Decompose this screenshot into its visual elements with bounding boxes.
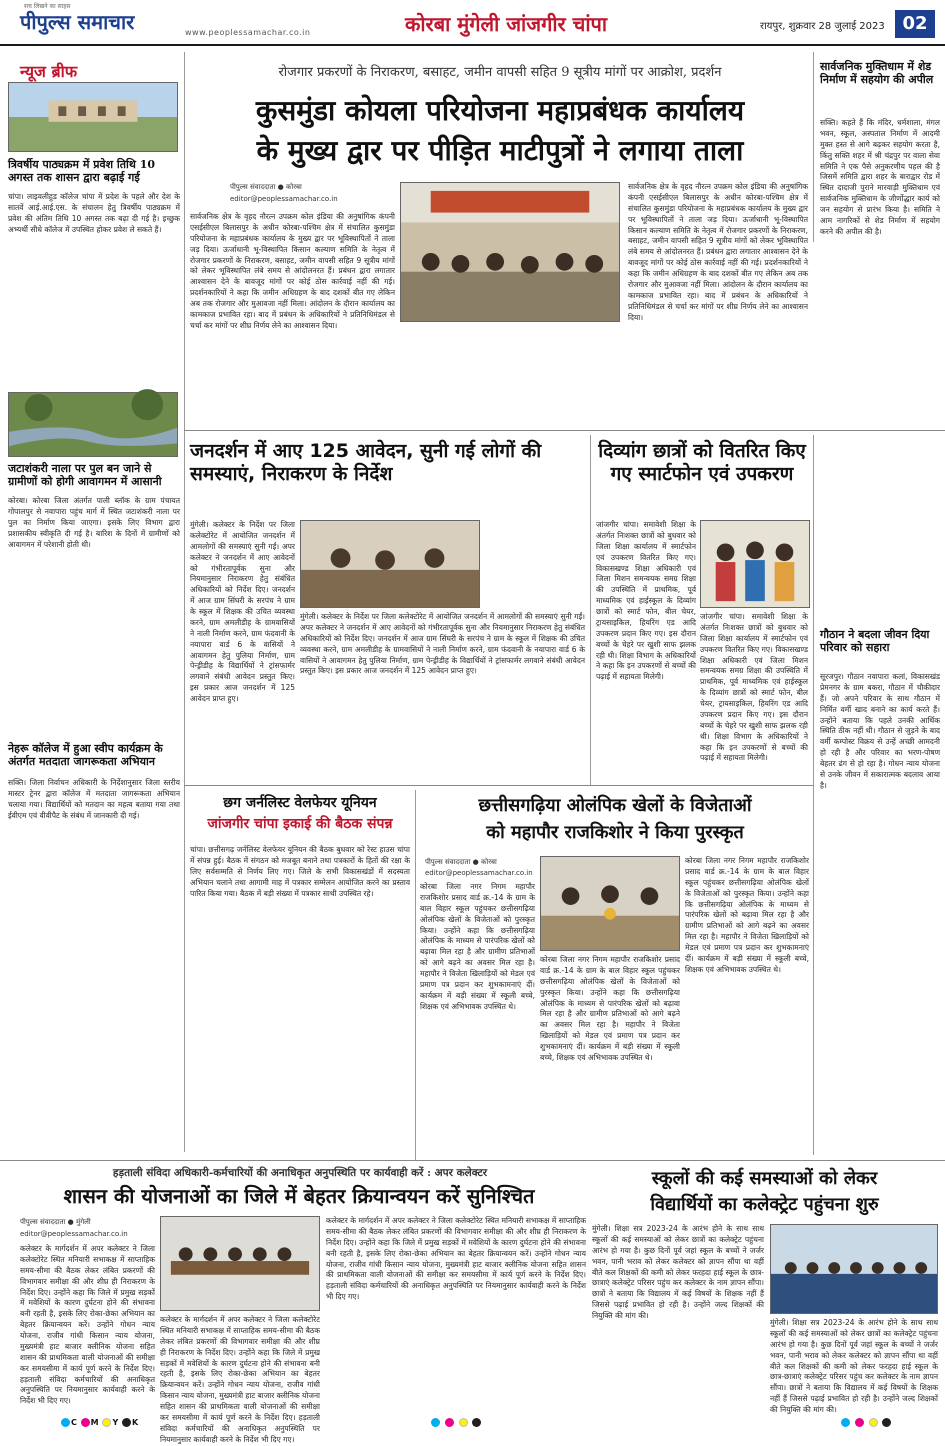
schools-headline-line2[interactable]: विद्यार्थियों का कलेक्ट्रेट पहुंचना शुरु [650, 1194, 879, 1215]
mark-y: Y [112, 1418, 119, 1427]
gauthan-body: सूरजपुर। गौठान नवापारा कलां, विकासखंड प्रेमनगर के ग्राम बकरा, गौठान में चौकीदार हैं। जो अपने परिवार के साथ गौठान में निर्मित वर्मी खाद बनाने का कार्य करते हैं। उन्होंने बताया कि पहले उनकी आर्थिक स्थिति ठीक नहीं थी। गौठान से जुड़ने के बाद वर्मी कम्पोस्ट विक्रय से उन्हें अच्छी आमदनी हो रही है और परिवार का भरण-पोषण बेहतर ढंग से हो रहा है। गोधन न्याय योजना से उनके जीवन में सकारात्मक बदलाव आया है। [820, 672, 940, 790]
gauthan-headline[interactable]: गौठान ने बदला जीवन दिया परिवार को सहारा [820, 628, 930, 655]
lead-kicker: रोजगार प्रकरणों के निराकरण, बसाहट, जमीन वापसी सहित 9 सूत्रीय मांगों पर आक्रोश, प्रदर्शन [278, 65, 722, 80]
lead-photo-protest [400, 182, 620, 322]
cyan-registration-dot [61, 1418, 70, 1427]
jandarshan-body-cont: मुंगेली। कलेक्टर के निर्देश पर जिला कलेक्टोरेट में आयोजित जनदर्शन में आमलोगों की समस्याएं सुनी गईं। अपर कलेक्टर ने जनदर्शन में आए आवेदनों को गंभीरतापूर्वक सुना और नियमानुसार निराकरण हेतु संबंधित अधिकारियों को निर्देश दिए। जनदर्शन में आज ग्राम सिंघरी के सरपंच ने ग्राम के स्कूल में शिक्षक की उचित व्यवस्था करने, ग्राम अमलीडीह के ग्रामवासियों ने नाली निर्माण करने, ग्राम फंदवानी के नयापारा वार्ड 6 के वासियों ने आवागमन हेतु पुलिया निर्माण, ग्राम पेन्ड्रीडीह के विद्यार्थियों ने ट्रांसफार्मर लगवाने संबंधी आवेदन प्रस्तुत किए। इस प्रकार आज जनदर्शन में 125 आवेदन प्राप्त हुए। [300, 612, 585, 676]
journalist-headline-line1[interactable]: छग जर्नलिस्ट वेलफेयर यूनियन [223, 795, 377, 811]
shasan-photo [160, 1216, 320, 1311]
shasan-kicker: हड़ताली संविदा अधिकारी-कर्मचारियों की अनाधिकृत अनुपस्थिति पर कार्यवाही करें : अपर कलेक्टर [112, 1167, 488, 1179]
divyang-body-cont: जांजगीर चांपा। समावेशी शिक्षा के अंतर्गत निःशक्त छात्रों को बुधवार को जिला शिक्षा कार्यालय में स्मार्टफोन एवं उपकरण वितरित किए गए। विकासखण्ड शिक्षा अधिकारी एवं जिला मिशन समन्वयक समग्र शिक्षा की उपस्थिति में प्राथमिक, पूर्व माध्यमिक एवं हाईस्कूल के दिव्यांग छात्रों को स्मार्ट फोन, बील चेयर, ट्रायसाइकिल, हियरिंग एड आदि उपकरण प्रदान किए गए। इस दौरान बच्चों के चेहरे पर खुशी साफ झलक रही थी। शिक्षा विभाग के अधिकारियों ने कहा कि इन उपकरणों से बच्चों की पढ़ाई में सहायता मिलेगी। [700, 612, 808, 763]
lead-body-cont: सार्वजनिक क्षेत्र के वृहद नौरत्न उपक्रम कोल इंडिया की अनुषांगिक कंपनी एसईसीएल बिलासपुर के अधीन कोरबा-पश्चिम क्षेत्र में संचालित कुसमुंडा परियोजना के महाप्रबंधक कार्यालय के मुख्य द्वार पर भूविस्थापितों ने ताला जड़ दिया। ऊर्जाधानी भू-विस्थापित किसान कल्याण समिति के नेतृत्व में रोजगार प्रकरणों के निराकरण, बसाहट, जमीन वापसी सहित 9 सूत्रीय मांगों को लेकर भूविस्थापित लंबे समय से आंदोलनरत हैं। प्रबंधन द्वारा लगातार आश्वासन देने के बावजूद मांगों पर कोई ठोस कार्रवाई नहीं की गई। प्रदर्शनकारियों ने कहा कि जमीन अधिग्रहण के बाद दशकों बीत गए लेकिन अब तक रोजगार और मुआवजा नहीं मिला। आंदोलन के दौरान कार्यालय का कामकाज प्रभावित रहा। बाद में प्रबंधन के अधिकारियों ने प्रतिनिधिमंडल से चर्चा कर मांगों पर शीघ्र निर्णय लेने का आश्वासन दिया। [628, 182, 808, 322]
olympic-body-cont2: कोरबा जिला नगर निगम महापौर राजकिशोर प्रसाद वार्ड क्र.-14 के ग्राम के बाल विहार स्कूल पहुंचकर छत्तीसगढ़िया ओलंपिक खेलों के विजेताओं को पुरस्कृत किया। उन्होंने कहा कि छत्तीसगढ़िया ओलंपिक के माध्यम से पारंपरिक खेलों को बढ़ावा मिल रहा है और ग्रामीण प्रतिभाओं को आगे बढ़ने का अवसर मिल रहा है। महापौर ने विजेता खिलाड़ियों को मेडल एवं प्रमाण पत्र प्रदान कर शुभकामनाएं दीं। कार्यक्रम में बड़ी संख्या में स्कूली बच्चे, शिक्षक एवं अभिभावक उपस्थित थे। [685, 856, 809, 974]
column-rule [590, 435, 591, 785]
section-divider [184, 785, 813, 786]
journalist-body: चांपा। छत्तीसगढ़ जर्नलिस्ट वेलफेयर यूनियन की बैठक बुधवार को रेस्ट हाउस चांपा में संपन्न हुई। बैठक में संगठन को मजबूत बनाने तथा पत्रकारों के हितों की रक्षा के लिए सर्वसम्मति से निर्णय लिए गए। जिले के सभी विकासखंडों में सदस्यता अभियान चलाने तथा आगामी माह में पत्रकार सम्मेलन आयोजित करने का प्रस्ताव पारित किया गया। बैठक में बड़ी संख्या में पत्रकार साथी उपस्थित रहे। [190, 845, 410, 898]
lead-headline-line2[interactable]: के मुख्य द्वार पर पीड़ित माटीपुत्रों ने लगाया ताला [256, 134, 744, 167]
olympic-body: कोरबा जिला नगर निगम महापौर राजकिशोर प्रसाद वार्ड क्र.-14 के ग्राम के बाल विहार स्कूल पहुंचकर छत्तीसगढ़िया ओलंपिक खेलों के विजेताओं को पुरस्कृत किया। उन्होंने कहा कि छत्तीसगढ़िया ओलंपिक के माध्यम से पारंपरिक खेलों को बढ़ावा मिल रहा है और ग्रामीण प्रतिभाओं को आगे बढ़ने का अवसर मिल रहा है। महापौर ने विजेता खिलाड़ियों को मेडल एवं प्रमाण पत्र प्रदान कर शुभकामनाएं दीं। कार्यक्रम में बड़ी संख्या में स्कूली बच्चे, शिक्षक एवं अभिभावक उपस्थित थे। [420, 882, 535, 1011]
brief-headline-2[interactable]: जटाशंकरी नाला पर पुल बन जाने से ग्रामीणों को होगी आवागमन में आसानी [8, 462, 162, 489]
column-rule [184, 52, 185, 1152]
brief-photo-campus [8, 82, 178, 152]
schools-body-cont: मुंगेली। शिक्षा सत्र 2023-24 के आरंभ होने के साथ साथ स्कूलों की कई समस्याओं को लेकर छात्रों का कलेक्ट्रेट पहुंचना आरंभ हो गया है। कुछ दिनों पूर्व जहां स्कूल के बच्चों ने जर्जर भवन, पानी भराव को लेकर कलेक्टर को ज्ञापन सौंपा था वहीं बीते कल शिक्षकों की कमी को लेकर फरहदा हाई स्कूल के छात्र-छात्राएं कलेक्ट्रेट परिसर पहुंच कर कलेक्टर के नाम ज्ञापन सौंपा। छात्रों ने बताया कि विद्यालय में कई विषयों के शिक्षक नहीं हैं जिससे पढ़ाई प्रभावित हो रही है। उन्होंने जल्द शिक्षकों की नियुक्ति की मांग की। [770, 1318, 938, 1414]
shasan-headline[interactable]: शासन की योजनाओं का जिले में बेहतर क्रियान्वयन करें सुनिश्चित [63, 1184, 535, 1208]
column-rule [813, 52, 814, 242]
yellow-registration-dot [459, 1418, 468, 1427]
divyang-body: जांजगीर चांपा। समावेशी शिक्षा के अंतर्गत निःशक्त छात्रों को बुधवार को जिला शिक्षा कार्यालय में स्मार्टफोन एवं उपकरण वितरित किए गए। विकासखण्ड शिक्षा अधिकारी एवं जिला मिशन समन्वयक समग्र शिक्षा की उपस्थिति में प्राथमिक, पूर्व माध्यमिक एवं हाईस्कूल के दिव्यांग छात्रों को स्मार्ट फोन, बील चेयर, ट्रायसाइकिल, हियरिंग एड आदि उपकरण प्रदान किए गए। इस दौरान बच्चों के चेहरे पर खुशी साफ झलक रही थी। शिक्षा विभाग के अधिकारियों ने कहा कि इन उपकरणों से बच्चों की पढ़ाई में सहायता मिलेगी। [596, 520, 696, 682]
yellow-registration-dot [102, 1418, 111, 1427]
journalist-headline-line2[interactable]: जांजगीर चांपा इकाई की बैठक संपन्न [207, 816, 393, 832]
brief-body-3: सक्ति। जिला निर्वाचन अधिकारी के निर्देशानुसार जिला स्तरीय मास्टर ट्रेनर द्वारा कॉलेज में मतदाता जागरूकता अभियान चलाया गया। विद्यार्थियों को मतदान का महत्व बताया गया तथा ईवीएम एवं वीवीपैट के संबंध में जानकारी दी गई। [8, 778, 180, 820]
olympic-email[interactable]: editor@peoplessamachar.co.in [425, 869, 533, 877]
olympic-headline-line1[interactable]: छत्तीसगढ़िया ओलंपिक खेलों के विजेताओं [478, 795, 752, 816]
shed-headline[interactable]: सार्वजनिक मुक्तिधाम में शेड निर्माण में सहयोग की अपील [820, 60, 934, 87]
shed-body: सक्ति। कहते हैं कि मंदिर, धर्मशाला, मंगल भवन, स्कूल, अस्पताल निर्माण में आदमी मुक्त हस्त से आगे बढ़कर सहयोग करता है, किंतु सक्ति शहर में श्री चंद्रपुर पर वाला सेवा समिति ने एक पैसे अनुकरणीय पहल की है जिसमें समिति द्वारा शहर के बाराद्वार रोड में स्थित दादाजी पुराने मारवाड़ी मुक्तिधाम एवं सार्वजनिक मुक्तिधाम के जीर्णोद्धार कार्य को जन सहयोग से प्रारंभ किया है। समिति ने आम नागरिकों से शेड निर्माण में सहयोग करने की अपील की है। [820, 118, 940, 236]
brief-headline-3[interactable]: नेहरू कॉलेज में हुआ स्वीप कार्यक्रम के अंतर्गत मतदाता जागरूकता अभियान [8, 742, 163, 769]
schools-headline-line1[interactable]: स्कूलों की कई समस्याओं को लेकर [651, 1168, 878, 1189]
shasan-body-cont: कलेक्टर के मार्गदर्शन में अपर कलेक्टर ने जिला कलेक्टोरेट स्थित मनियारी सभाकक्ष में साप्ताहिक समय-सीमा की बैठक लेकर लंबित प्रकरणों की विभागवार समीक्षा की और शीघ्र ही निराकरण के निर्देश दिए। उन्होंने कहा कि जिले में प्रमुख सड़कों में मवेशियों के कारण दुर्घटना होने की संभावना बनी रहती है, इसके लिए रोका-छेका अभियान का बेहतर क्रियान्वयन करें। उन्होंने गोधन न्याय योजना, राजीव गांधी किसान न्याय योजना, मुख्यमंत्री हाट बाजार क्लीनिक योजना सहित शासन की प्राथमिकता वाली योजनाओं की समीक्षा कर समयसीमा में कार्य पूर्ण करने के निर्देश दिए। हड़ताली संविदा कर्मचारियों की अनाधिकृत अनुपस्थिति पर नियमानुसार कार्यवाही करने के निर्देश भी दिए गए। [160, 1315, 321, 1444]
mark-m: M [90, 1418, 99, 1427]
jandarshan-body: मुंगेली। कलेक्टर के निर्देश पर जिला कलेक्टोरेट में आयोजित जनदर्शन में आमलोगों की समस्याएं सुनी गईं। अपर कलेक्टर ने जनदर्शन में आए आवेदनों को गंभीरतापूर्वक सुना और नियमानुसार निराकरण हेतु संबंधित अधिकारियों को निर्देश दिए। जनदर्शन में आज ग्राम सिंघरी के सरपंच ने ग्राम के स्कूल में शिक्षक की उचित व्यवस्था करने, ग्राम अमलीडीह के ग्रामवासियों ने नाली निर्माण करने, ग्राम फंदवानी के नयापारा वार्ड 6 के वासियों ने आवागमन हेतु पुलिया निर्माण, ग्राम पेन्ड्रीडीह के विद्यार्थियों ने ट्रांसफार्मर लगवाने संबंधी आवेदन प्रस्तुत किए। इस प्रकार आज जनदर्शन में 125 आवेदन प्राप्त हुए। [190, 520, 295, 703]
brief-body-2: कोरबा। कोरबा जिला अंतर्गत पाली ब्लॉक के ग्राम पंचायत गोपालपुर से नवापारा पहुंच मार्ग में स्थित जटाशंकरी नाला पर पुल का निर्माण किया जाएगा। इसके लिए विभाग द्वारा प्रशासकीय स्वीकृति दी गई है। बारिश के दिनों में ग्रामीणों को आवागमन में परेशानी होती थी। [8, 496, 180, 549]
shasan-byline: पीपुल्स संवाददाता ● मुंगेली [20, 1218, 91, 1226]
cyan-registration-dot [841, 1418, 850, 1427]
print-mark-bottom-right [840, 1418, 892, 1427]
brand-tagline: सच लिखने का साहस [24, 3, 71, 10]
mark-k: K [132, 1418, 139, 1427]
lead-headline-line1[interactable]: कुसमुंडा कोयला परियोजना महाप्रबंधक कार्यालय [255, 94, 745, 127]
jandarshan-headline[interactable]: जनदर्शन में आए 125 आवेदन, सुनी गई लोगों की समस्याएं, निराकरण के निर्देश [190, 440, 542, 485]
brief-headline-1[interactable]: त्रिवर्षीय पाठ्यक्रम में प्रवेश तिथि 10 अगस्त तक शासन द्वारा बढ़ाई गई [8, 158, 156, 185]
brief-photo-stream [8, 392, 178, 457]
divyang-headline[interactable]: दिव्यांग छात्रों को वितरित किए गए स्मार्टफोन एवं उपकरण [598, 440, 806, 485]
news-brief-label: न्यूज ब्रीफ [20, 62, 78, 81]
jandarshan-photo [300, 520, 480, 608]
column-rule [813, 435, 814, 1155]
brief-body-1: चांपा। लाइवलीहुड कॉलेज चांपा में प्रदेश के पहले और देश के सातवें आई.आई.एस. के संचालन हेतु त्रिवर्षीय पाठ्यक्रम में प्रवेश की अंतिम तिथि 10 अगस्त तक बढ़ा दी गई है। इच्छुक अभ्यर्थी सीधे कॉलेज में उपस्थित होकर प्रवेश ले सकते हैं। [8, 192, 180, 234]
yellow-registration-dot [869, 1418, 878, 1427]
black-registration-dot [882, 1418, 891, 1427]
section-divider [0, 1160, 945, 1161]
masthead [0, 0, 945, 46]
print-mark-bottom-left [60, 1418, 138, 1427]
cyan-registration-dot [431, 1418, 440, 1427]
schools-body: मुंगेली। शिक्षा सत्र 2023-24 के आरंभ होने के साथ साथ स्कूलों की कई समस्याओं को लेकर छात्रों का कलेक्ट्रेट पहुंचना आरंभ हो गया है। कुछ दिनों पूर्व जहां स्कूल के बच्चों ने जर्जर भवन, पानी भराव को लेकर कलेक्टर को ज्ञापन सौंपा था वहीं बीते कल शिक्षकों की कमी को लेकर फरहदा हाई स्कूल के छात्र-छात्राएं कलेक्ट्रेट परिसर पहुंच कर कलेक्टर के नाम ज्ञापन सौंपा। छात्रों ने बताया कि विद्यालय में कई विषयों के शिक्षक नहीं हैं जिससे पढ़ाई प्रभावित हो रही है। उन्होंने जल्द शिक्षकों की नियुक्ति की मांग की। [592, 1224, 764, 1320]
print-mark-bottom-center [430, 1418, 482, 1427]
column-rule [415, 790, 416, 1160]
website-url[interactable]: www.peoplessamachar.co.in [185, 28, 311, 37]
shasan-body: कलेक्टर के मार्गदर्शन में अपर कलेक्टर ने जिला कलेक्टोरेट स्थित मनियारी सभाकक्ष में साप्ताहिक समय-सीमा की बैठक लेकर लंबित प्रकरणों की विभागवार समीक्षा की और शीघ्र ही निराकरण के निर्देश दिए। उन्होंने कहा कि जिले में प्रमुख सड़कों में मवेशियों के कारण दुर्घटना होने की संभावना बनी रहती है, इसके लिए रोका-छेका अभियान का बेहतर क्रियान्वयन करें। उन्होंने गोधन न्याय योजना, राजीव गांधी किसान न्याय योजना, मुख्यमंत्री हाट बाजार क्लीनिक योजना सहित शासन की प्राथमिकता वाली योजनाओं की समीक्षा कर समयसीमा में कार्य पूर्ण करने के निर्देश दिए। हड़ताली संविदा कर्मचारियों की अनाधिकृत अनुपस्थिति पर नियमानुसार कार्यवाही करने के निर्देश भी दिए गए। [20, 1244, 155, 1406]
shasan-email[interactable]: editor@peoplessamachar.co.in [20, 1230, 128, 1238]
shasan-body-cont2: कलेक्टर के मार्गदर्शन में अपर कलेक्टर ने जिला कलेक्टोरेट स्थित मनियारी सभाकक्ष में साप्ताहिक समय-सीमा की बैठक लेकर लंबित प्रकरणों की विभागवार समीक्षा की और शीघ्र ही निराकरण के निर्देश दिए। उन्होंने कहा कि जिले में प्रमुख सड़कों में मवेशियों के कारण दुर्घटना होने की संभावना बनी रहती है, इसके लिए रोका-छेका अभियान का बेहतर क्रियान्वयन करें। उन्होंने गोधन न्याय योजना, राजीव गांधी किसान न्याय योजना, मुख्यमंत्री हाट बाजार क्लीनिक योजना सहित शासन की प्राथमिकता वाली योजनाओं की समीक्षा कर समयसीमा में कार्य पूर्ण करने के निर्देश दिए। हड़ताली संविदा कर्मचारियों की अनाधिकृत अनुपस्थिति पर नियमानुसार कार्यवाही करने के निर्देश भी दिए गए। [326, 1216, 586, 1302]
schools-photo [770, 1224, 938, 1314]
black-registration-dot [472, 1418, 481, 1427]
brand-logo[interactable]: पीपुल्स समाचार [20, 10, 135, 34]
magenta-registration-dot [81, 1418, 90, 1427]
edition-title: कोरबा मुंगेली जांजगीर चांपा [405, 12, 608, 36]
lead-byline: पीपुल्स संवाददाता ● कोरबा [230, 183, 302, 191]
black-registration-dot [122, 1418, 131, 1427]
olympic-headline-line2[interactable]: को महापौर राजकिशोर ने किया पुरस्कृत [486, 822, 744, 843]
olympic-body-cont: कोरबा जिला नगर निगम महापौर राजकिशोर प्रसाद वार्ड क्र.-14 के ग्राम के बाल विहार स्कूल पहुंचकर छत्तीसगढ़िया ओलंपिक खेलों के विजेताओं को पुरस्कृत किया। उन्होंने कहा कि छत्तीसगढ़िया ओलंपिक के माध्यम से पारंपरिक खेलों को बढ़ावा मिल रहा है और ग्रामीण प्रतिभाओं को आगे बढ़ने का अवसर मिल रहा है। महापौर ने विजेता खिलाड़ियों को मेडल एवं प्रमाण पत्र प्रदान कर शुभकामनाएं दीं। कार्यक्रम में बड़ी संख्या में स्कूली बच्चे, शिक्षक एवं अभिभावक उपस्थित थे। [540, 955, 680, 1062]
page-number: 02 [895, 10, 935, 38]
lead-email[interactable]: editor@peoplessamachar.co.in [230, 195, 338, 203]
mark-c: C [71, 1418, 77, 1427]
section-divider [184, 430, 945, 431]
olympic-byline: पीपुल्स संवाददाता ● कोरबा [425, 858, 497, 866]
divyang-photo [700, 520, 810, 608]
olympic-photo [540, 856, 680, 951]
lead-body: सार्वजनिक क्षेत्र के वृहद नौरत्न उपक्रम कोल इंडिया की अनुषांगिक कंपनी एसईसीएल बिलासपुर के अधीन कोरबा-पश्चिम क्षेत्र में संचालित कुसमुंडा परियोजना के महाप्रबंधक कार्यालय के मुख्य द्वार पर भूविस्थापितों ने ताला जड़ दिया। ऊर्जाधानी भू-विस्थापित किसान कल्याण समिति के नेतृत्व में रोजगार प्रकरणों के निराकरण, बसाहट, जमीन वापसी सहित 9 सूत्रीय मांगों को लेकर भूविस्थापित लंबे समय से आंदोलनरत हैं। प्रबंधन द्वारा लगातार आश्वासन देने के बावजूद मांगों पर कोई ठोस कार्रवाई नहीं की गई। प्रदर्शनकारियों ने कहा कि जमीन अधिग्रहण के बाद दशकों बीत गए लेकिन अब तक रोजगार और मुआवजा नहीं मिला। आंदोलन के दौरान कार्यालय का कामकाज प्रभावित रहा। बाद में प्रबंधन के अधिकारियों ने प्रतिनिधिमंडल से चर्चा कर मांगों पर शीघ्र निर्णय लेने का आश्वासन दिया। [190, 212, 395, 330]
magenta-registration-dot [445, 1418, 454, 1427]
magenta-registration-dot [855, 1418, 864, 1427]
dateline: रायपुर, शुक्रवार 28 जुलाई 2023 [760, 21, 885, 32]
